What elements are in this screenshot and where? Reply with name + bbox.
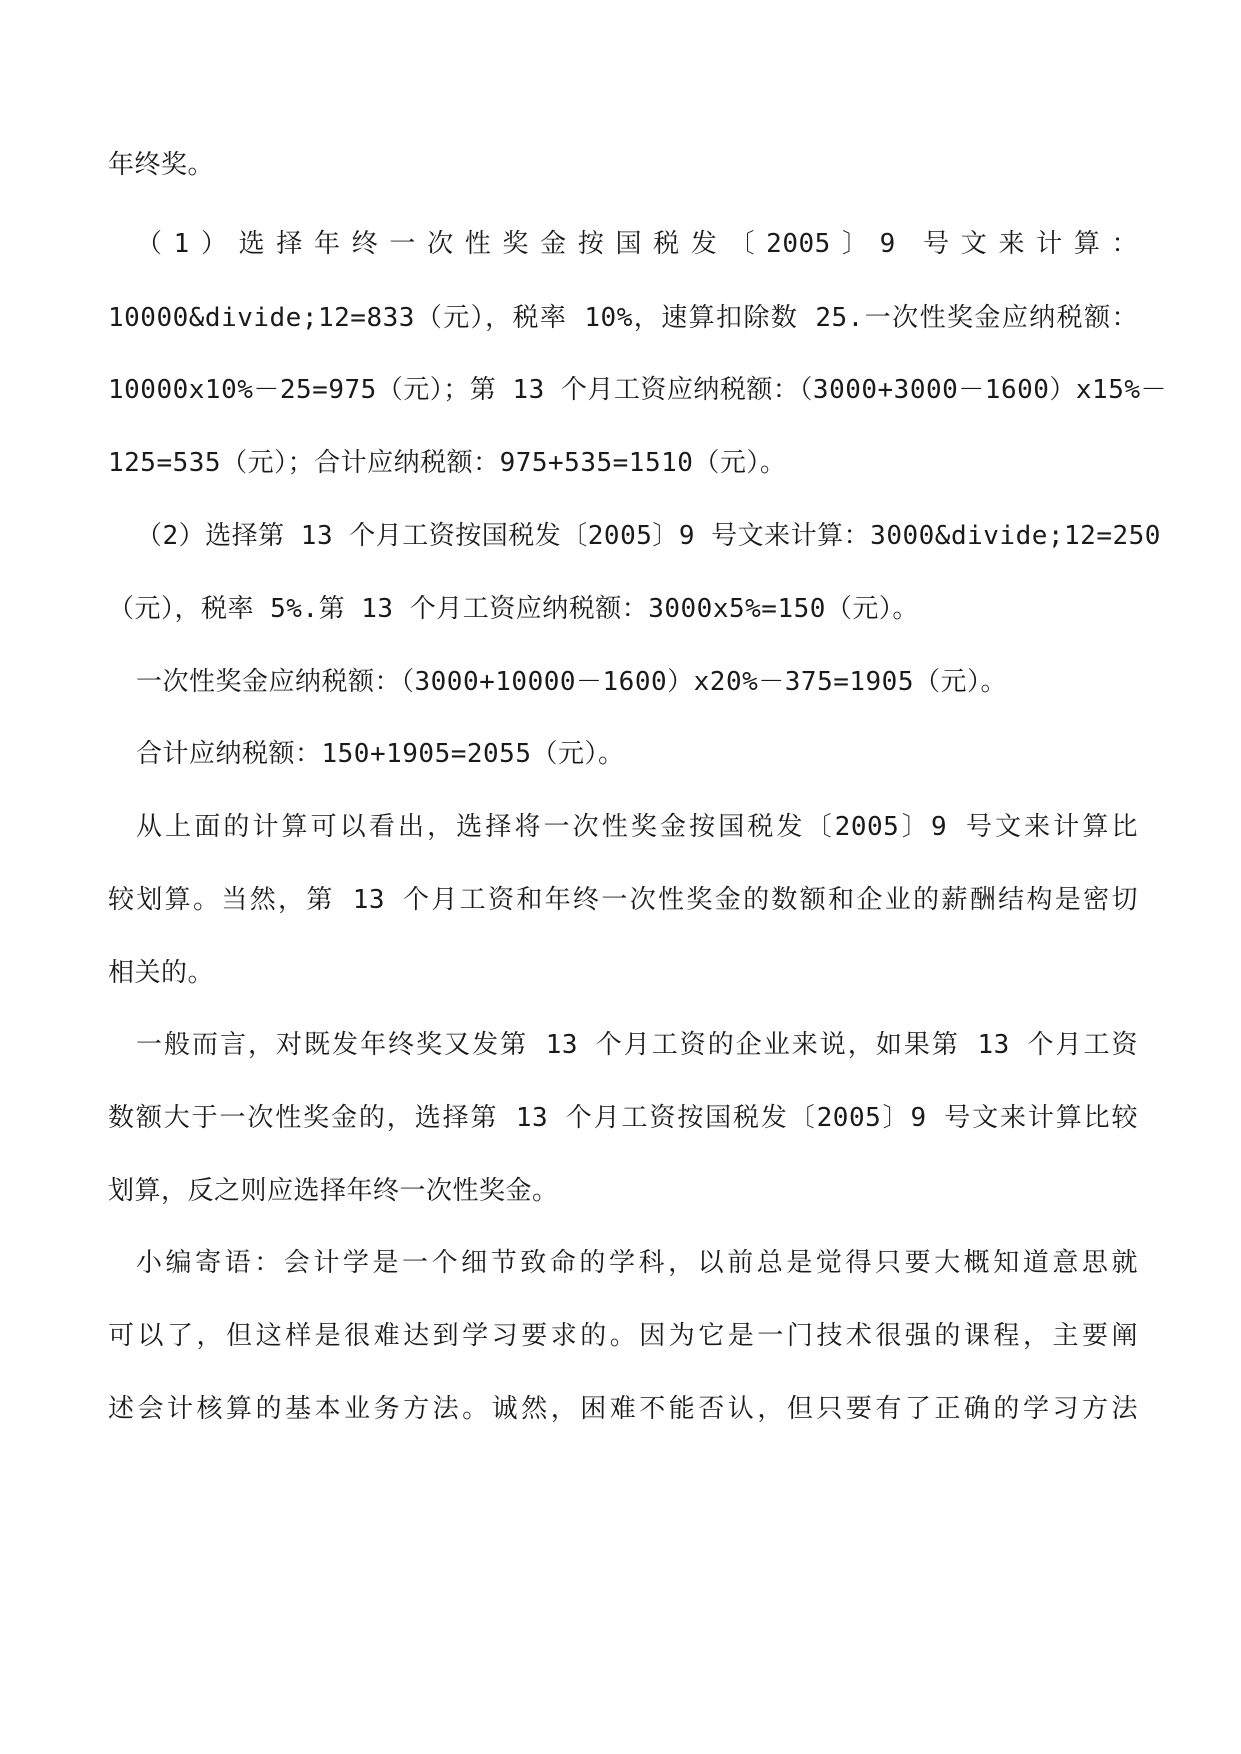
text-line: （1）选择年终一次性奖金按国税发〔2005〕9 号文来计算：: [136, 229, 1138, 259]
text-line: 年终奖。: [108, 150, 215, 180]
text-line: 数额大于一次性奖金的，选择第 13 个月工资按国税发〔2005〕9 号文来计算比较: [108, 1103, 1138, 1133]
text-line: 一次性奖金应纳税额：（3000+10000－1600）x20%－375=1905（元）。: [136, 667, 1007, 697]
text-line: 可以了，但这样是很难达到学习要求的。因为它是一门技术很强的课程，主要阐: [108, 1321, 1138, 1351]
text-line: 10000&divide;12=833（元），税率 10%，速算扣除数 25.一次性奖金应纳税额：: [108, 303, 1138, 333]
text-line: 述会计核算的基本业务方法。诚然，困难不能否认，但只要有了正确的学习方法: [108, 1394, 1138, 1424]
text-line: 相关的。: [108, 958, 215, 988]
text-line: 划算，反之则应选择年终一次性奖金。: [108, 1176, 559, 1206]
text-line: （元），税率 5%.第 13 个月工资应纳税额：3000x5%=150（元）。: [108, 594, 919, 624]
text-line: 一般而言，对既发年终奖又发第 13 个月工资的企业来说，如果第 13 个月工资: [136, 1030, 1138, 1060]
text-line: 小编寄语：会计学是一个细节致命的学科，以前总是觉得只要大概知道意思就: [136, 1248, 1138, 1278]
text-line: 合计应纳税额：150+1905=2055（元）。: [136, 739, 625, 769]
text-line: 较划算。当然，第 13 个月工资和年终一次性奖金的数额和企业的薪酬结构是密切: [108, 885, 1138, 915]
text-line: 从上面的计算可以看出，选择将一次性奖金按国税发〔2005〕9 号文来计算比: [136, 812, 1138, 842]
text-line: 125=535（元）；合计应纳税额：975+535=1510（元）。: [108, 448, 787, 478]
text-line: 10000x10%－25=975（元）；第 13 个月工资应纳税额：（3000+3000－1600）x15%－: [108, 375, 1168, 405]
text-line: （2）选择第 13 个月工资按国税发〔2005〕9 号文来计算：3000&divide;12=250: [136, 521, 1161, 551]
